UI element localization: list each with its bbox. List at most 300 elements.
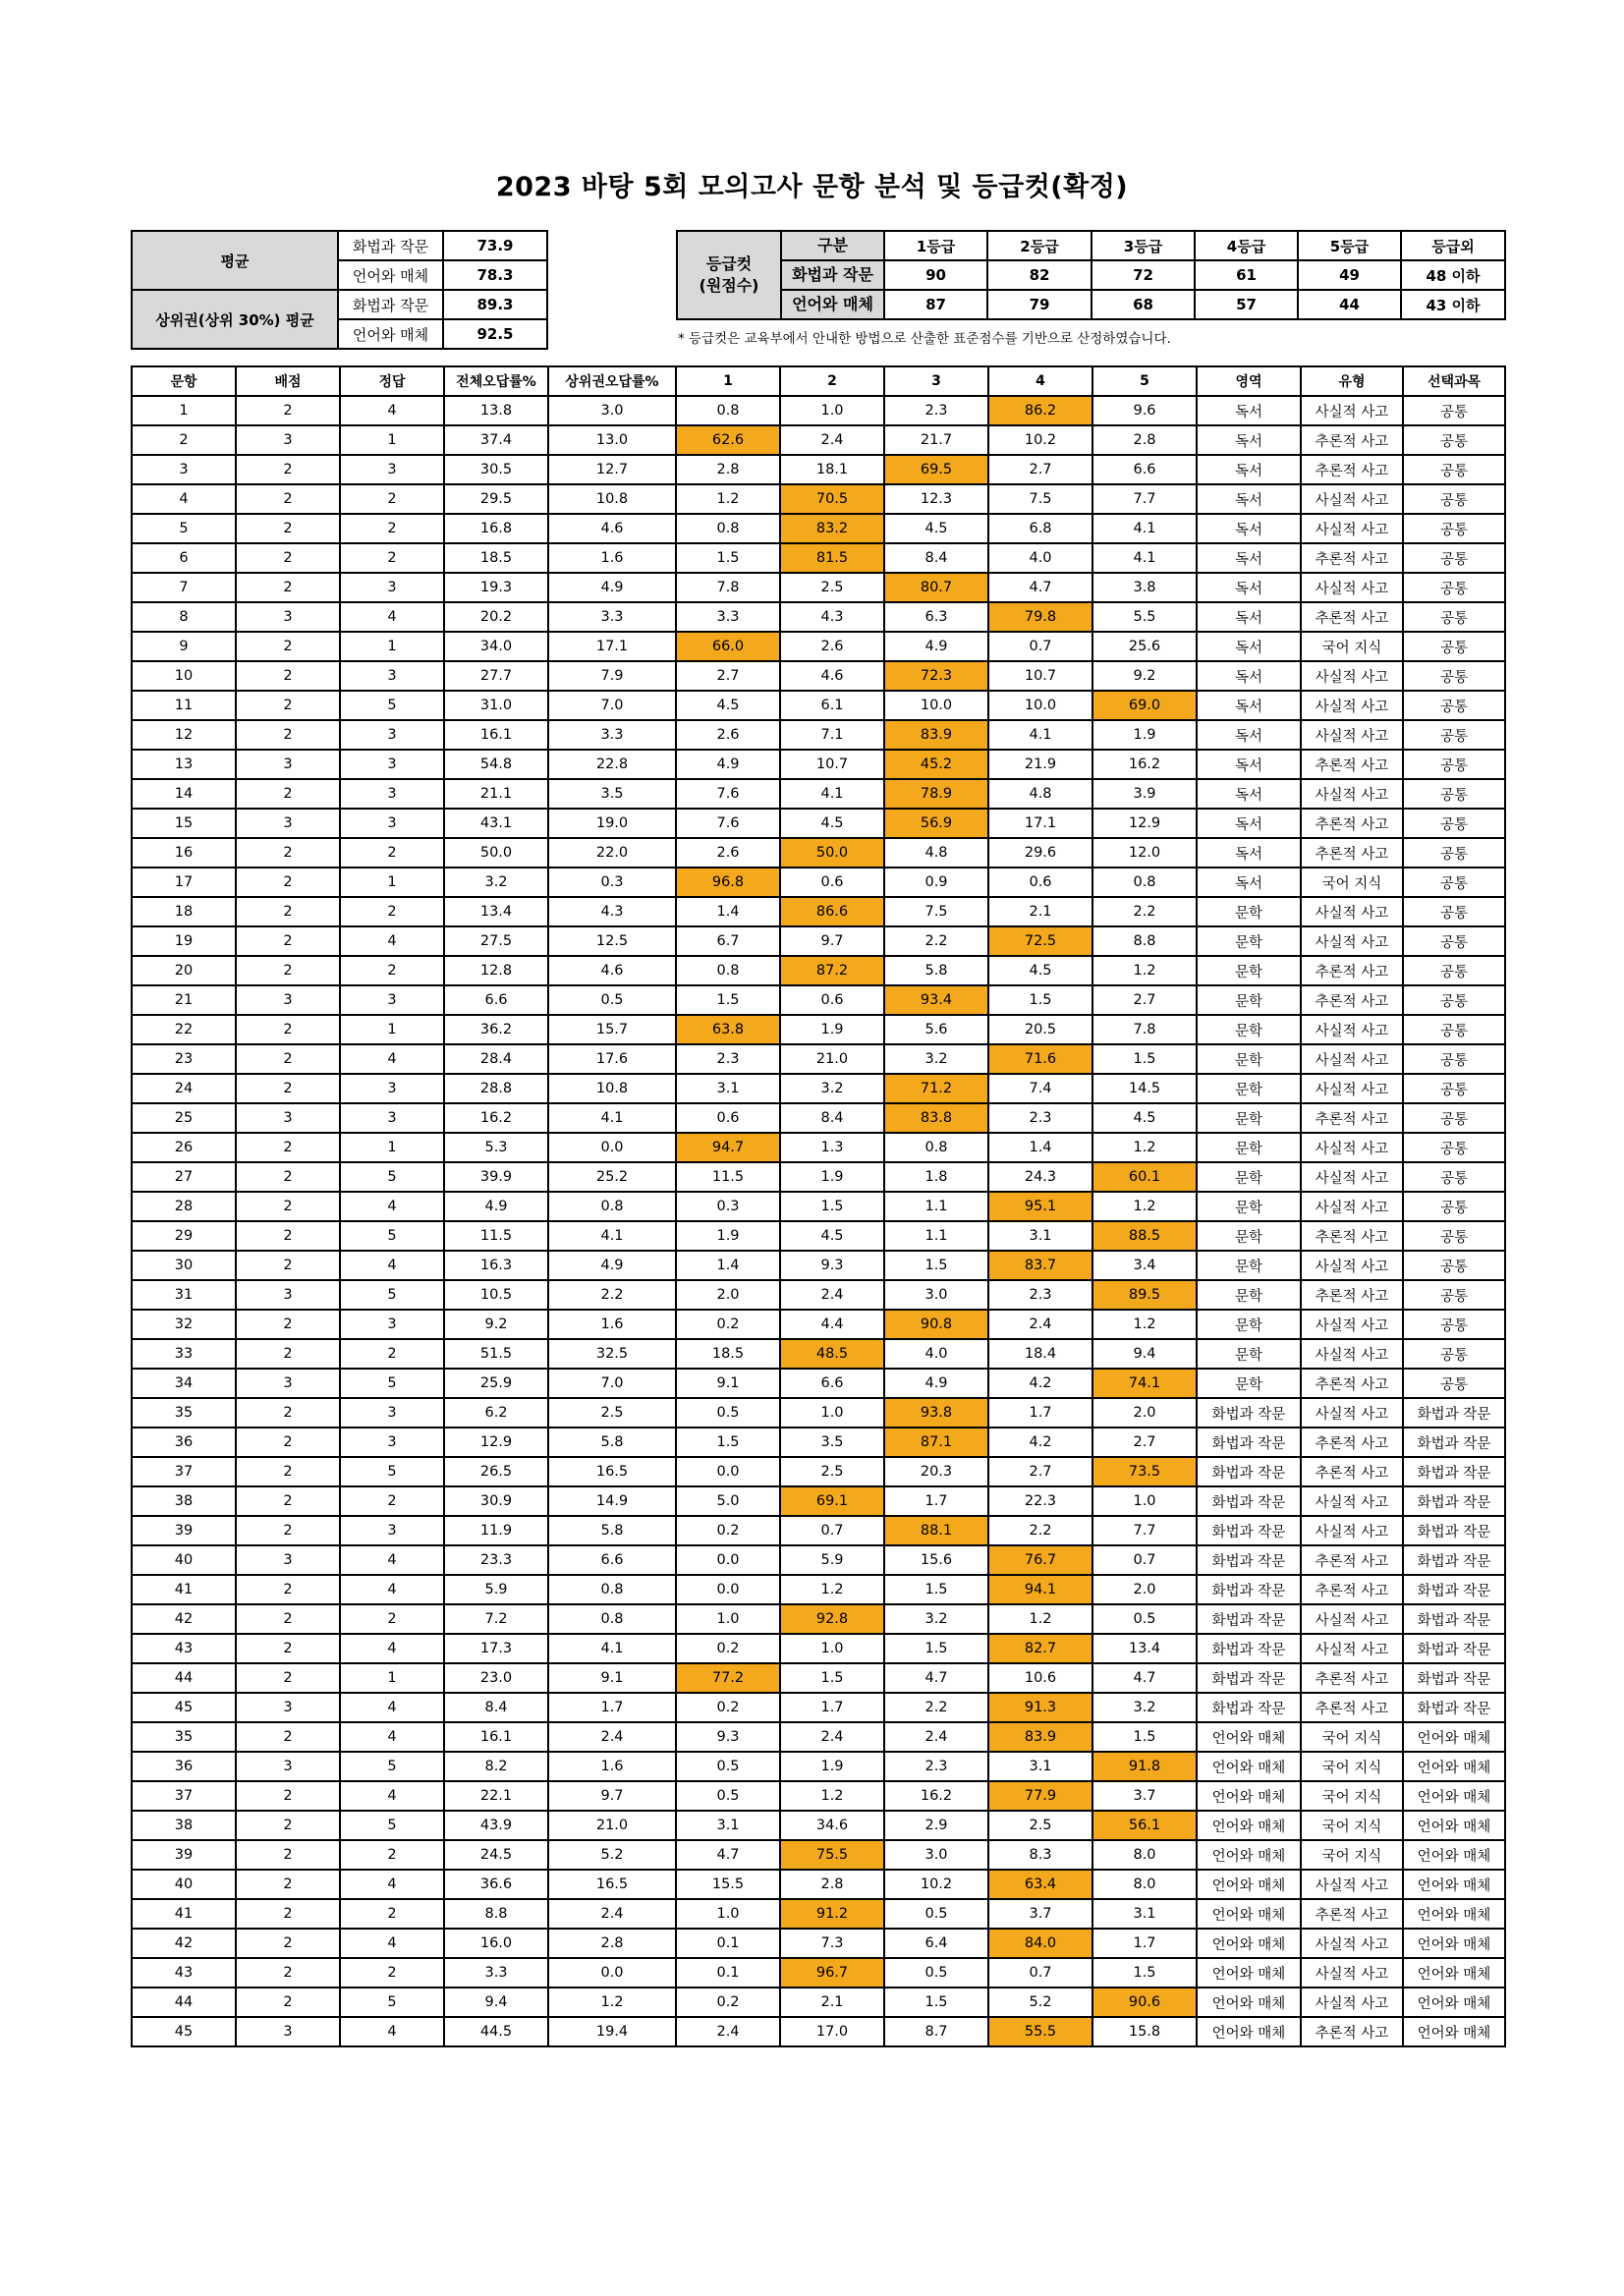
table-row bbox=[132, 1428, 1505, 1457]
choice-2-rate-cell: 4.4 bbox=[780, 1310, 884, 1339]
area-cell: 독서 bbox=[1197, 425, 1301, 455]
choice-1-rate-cell: 18.5 bbox=[676, 1339, 780, 1369]
grade-cut-label bbox=[677, 231, 781, 319]
choice-1-rate-cell: 15.5 bbox=[676, 1870, 780, 1899]
area-cell: 문학 bbox=[1197, 926, 1301, 956]
header-elective: 선택과목 bbox=[1403, 366, 1505, 396]
table-row bbox=[132, 1663, 1505, 1693]
cut-subject-cell: 화법과 작문 bbox=[781, 260, 884, 290]
elective-cell: 화법과 작문 bbox=[1403, 1486, 1505, 1516]
total-error-rate-cell: 12.8 bbox=[444, 956, 548, 985]
choice-1-rate-cell: 0.8 bbox=[676, 514, 780, 543]
choice-5-rate-cell: 12.0 bbox=[1092, 838, 1197, 868]
item-no-cell: 9 bbox=[132, 632, 236, 661]
choice-5-rate-cell: 3.4 bbox=[1092, 1251, 1197, 1280]
points-cell: 2 bbox=[236, 1575, 340, 1604]
elective-cell: 언어와 매체 bbox=[1403, 1958, 1505, 1988]
choice-4-rate-cell: 95.1 bbox=[988, 1192, 1092, 1221]
type-cell: 추론적 사고 bbox=[1301, 809, 1403, 838]
area-cell: 언어와 매체 bbox=[1197, 1899, 1301, 1929]
choice-3-rate-cell: 4.5 bbox=[884, 514, 988, 543]
type-cell: 추론적 사고 bbox=[1301, 1575, 1403, 1604]
choice-2-rate-cell: 2.8 bbox=[780, 1870, 884, 1899]
area-cell: 문학 bbox=[1197, 1074, 1301, 1103]
choice-5-rate-cell: 1.0 bbox=[1092, 1486, 1197, 1516]
points-cell: 2 bbox=[236, 484, 340, 514]
elective-cell: 공통 bbox=[1403, 985, 1505, 1015]
choice-1-rate-cell: 0.2 bbox=[676, 1310, 780, 1339]
elective-cell: 공통 bbox=[1403, 1015, 1505, 1044]
choice-4-rate-cell: 4.5 bbox=[988, 956, 1092, 985]
elective-cell: 공통 bbox=[1403, 543, 1505, 573]
top-error-rate-cell: 2.4 bbox=[548, 1722, 676, 1752]
choice-2-rate-cell: 10.7 bbox=[780, 750, 884, 779]
elective-cell: 화법과 작문 bbox=[1403, 1693, 1505, 1722]
answer-cell: 1 bbox=[340, 868, 444, 897]
choice-3-rate-cell: 3.2 bbox=[884, 1044, 988, 1074]
header-choice-1: 1 bbox=[676, 366, 780, 396]
area-cell: 화법과 작문 bbox=[1197, 1545, 1301, 1575]
choice-2-rate-cell: 7.3 bbox=[780, 1929, 884, 1958]
summary-value: 89.3 bbox=[443, 290, 547, 319]
table-row bbox=[132, 602, 1505, 632]
elective-cell: 공통 bbox=[1403, 897, 1505, 926]
header-answer: 정답 bbox=[340, 366, 444, 396]
item-no-cell: 5 bbox=[132, 514, 236, 543]
choice-4-rate-cell: 20.5 bbox=[988, 1015, 1092, 1044]
summary-value: 73.9 bbox=[443, 231, 547, 260]
item-no-cell: 14 bbox=[132, 779, 236, 809]
choice-2-rate-cell: 0.6 bbox=[780, 985, 884, 1015]
elective-cell: 언어와 매체 bbox=[1403, 1929, 1505, 1958]
item-no-cell: 29 bbox=[132, 1221, 236, 1251]
type-cell: 추론적 사고 bbox=[1301, 1369, 1403, 1398]
top-error-rate-cell: 3.5 bbox=[548, 779, 676, 809]
choice-4-rate-cell: 4.2 bbox=[988, 1428, 1092, 1457]
type-cell: 추론적 사고 bbox=[1301, 1221, 1403, 1251]
area-cell: 독서 bbox=[1197, 602, 1301, 632]
item-no-cell: 43 bbox=[132, 1634, 236, 1663]
top-error-rate-cell: 14.9 bbox=[548, 1486, 676, 1516]
elective-cell: 공통 bbox=[1403, 1251, 1505, 1280]
points-cell: 3 bbox=[236, 750, 340, 779]
answer-cell: 5 bbox=[340, 1369, 444, 1398]
cut-value-cell: 79 bbox=[987, 290, 1092, 319]
header-points: 배점 bbox=[236, 366, 340, 396]
points-cell: 2 bbox=[236, 543, 340, 573]
item-no-cell: 17 bbox=[132, 868, 236, 897]
item-no-cell: 34 bbox=[132, 1369, 236, 1398]
choice-4-rate-cell: 2.7 bbox=[988, 455, 1092, 484]
points-cell: 2 bbox=[236, 897, 340, 926]
top-error-rate-cell: 3.0 bbox=[548, 396, 676, 425]
total-error-rate-cell: 11.9 bbox=[444, 1516, 548, 1545]
choice-4-rate-cell: 91.3 bbox=[988, 1693, 1092, 1722]
area-cell: 문학 bbox=[1197, 1339, 1301, 1369]
elective-cell: 언어와 매체 bbox=[1403, 1840, 1505, 1870]
answer-cell: 5 bbox=[340, 1221, 444, 1251]
answer-cell: 1 bbox=[340, 1015, 444, 1044]
item-no-cell: 18 bbox=[132, 897, 236, 926]
choice-4-rate-cell: 77.9 bbox=[988, 1781, 1092, 1811]
points-cell: 2 bbox=[236, 1516, 340, 1545]
top-error-rate-cell: 32.5 bbox=[548, 1339, 676, 1369]
answer-cell: 3 bbox=[340, 750, 444, 779]
table-row bbox=[132, 956, 1505, 985]
choice-2-rate-cell: 6.1 bbox=[780, 691, 884, 720]
choice-1-rate-cell: 3.1 bbox=[676, 1074, 780, 1103]
answer-cell: 2 bbox=[340, 897, 444, 926]
answer-cell: 5 bbox=[340, 1811, 444, 1840]
total-error-rate-cell: 18.5 bbox=[444, 543, 548, 573]
table-row bbox=[132, 1103, 1505, 1133]
choice-4-rate-cell: 10.2 bbox=[988, 425, 1092, 455]
total-error-rate-cell: 13.8 bbox=[444, 396, 548, 425]
type-cell: 추론적 사고 bbox=[1301, 1693, 1403, 1722]
choice-4-rate-cell: 1.7 bbox=[988, 1398, 1092, 1428]
choice-3-rate-cell: 3.2 bbox=[884, 1604, 988, 1634]
points-cell: 3 bbox=[236, 1103, 340, 1133]
choice-5-rate-cell: 4.5 bbox=[1092, 1103, 1197, 1133]
total-error-rate-cell: 7.2 bbox=[444, 1604, 548, 1634]
choice-4-rate-cell: 72.5 bbox=[988, 926, 1092, 956]
choice-4-rate-cell: 4.0 bbox=[988, 543, 1092, 573]
top-error-rate-cell: 2.2 bbox=[548, 1280, 676, 1310]
table-row bbox=[132, 1545, 1505, 1575]
item-no-cell: 42 bbox=[132, 1929, 236, 1958]
type-cell: 사실적 사고 bbox=[1301, 1339, 1403, 1369]
top-error-rate-cell: 0.0 bbox=[548, 1133, 676, 1162]
choice-2-rate-cell: 7.1 bbox=[780, 720, 884, 750]
area-cell: 문학 bbox=[1197, 1133, 1301, 1162]
item-no-cell: 44 bbox=[132, 1663, 236, 1693]
choice-5-rate-cell: 74.1 bbox=[1092, 1369, 1197, 1398]
cut-value-cell: 61 bbox=[1195, 260, 1298, 290]
choice-2-rate-cell: 0.7 bbox=[780, 1516, 884, 1545]
item-no-cell: 10 bbox=[132, 661, 236, 691]
area-cell: 독서 bbox=[1197, 691, 1301, 720]
points-cell: 3 bbox=[236, 602, 340, 632]
item-no-cell: 1 bbox=[132, 396, 236, 425]
choice-5-rate-cell: 2.2 bbox=[1092, 897, 1197, 926]
type-cell: 사실적 사고 bbox=[1301, 1251, 1403, 1280]
area-cell: 언어와 매체 bbox=[1197, 1929, 1301, 1958]
item-no-cell: 16 bbox=[132, 838, 236, 868]
area-cell: 화법과 작문 bbox=[1197, 1693, 1301, 1722]
choice-4-rate-cell: 4.1 bbox=[988, 720, 1092, 750]
top-error-rate-cell: 0.5 bbox=[548, 985, 676, 1015]
item-no-cell: 7 bbox=[132, 573, 236, 602]
type-cell: 추론적 사고 bbox=[1301, 1457, 1403, 1486]
item-no-cell: 25 bbox=[132, 1103, 236, 1133]
top-error-rate-cell: 0.3 bbox=[548, 868, 676, 897]
choice-4-rate-cell: 1.4 bbox=[988, 1133, 1092, 1162]
type-cell: 추론적 사고 bbox=[1301, 1663, 1403, 1693]
choice-5-rate-cell: 1.5 bbox=[1092, 1958, 1197, 1988]
choice-4-rate-cell: 8.3 bbox=[988, 1840, 1092, 1870]
total-error-rate-cell: 23.0 bbox=[444, 1663, 548, 1693]
top-error-rate-cell: 12.5 bbox=[548, 926, 676, 956]
choice-5-rate-cell: 3.1 bbox=[1092, 1899, 1197, 1929]
choice-4-rate-cell: 4.8 bbox=[988, 779, 1092, 809]
cut-header-cell: 2등급 bbox=[987, 231, 1092, 260]
cut-value-cell: 57 bbox=[1195, 290, 1298, 319]
total-error-rate-cell: 44.5 bbox=[444, 2017, 548, 2046]
table-row bbox=[132, 573, 1505, 602]
table-row bbox=[132, 396, 1505, 425]
table-row bbox=[132, 838, 1505, 868]
choice-1-rate-cell: 2.6 bbox=[676, 838, 780, 868]
choice-2-rate-cell: 18.1 bbox=[780, 455, 884, 484]
choice-1-rate-cell: 7.8 bbox=[676, 573, 780, 602]
table-row bbox=[132, 1280, 1505, 1310]
type-cell: 추론적 사고 bbox=[1301, 1280, 1403, 1310]
choice-2-rate-cell: 4.6 bbox=[780, 661, 884, 691]
area-cell: 문학 bbox=[1197, 1103, 1301, 1133]
choice-1-rate-cell: 0.5 bbox=[676, 1781, 780, 1811]
answer-cell: 2 bbox=[340, 1958, 444, 1988]
area-cell: 화법과 작문 bbox=[1197, 1457, 1301, 1486]
choice-1-rate-cell: 6.7 bbox=[676, 926, 780, 956]
type-cell: 국어 지식 bbox=[1301, 1840, 1403, 1870]
answer-cell: 5 bbox=[340, 1457, 444, 1486]
total-error-rate-cell: 36.6 bbox=[444, 1870, 548, 1899]
area-cell: 독서 bbox=[1197, 543, 1301, 573]
answer-cell: 4 bbox=[340, 1251, 444, 1280]
choice-5-rate-cell: 4.1 bbox=[1092, 543, 1197, 573]
top-error-rate-cell: 22.0 bbox=[548, 838, 676, 868]
cut-value-cell: 90 bbox=[884, 260, 987, 290]
table-row bbox=[132, 1162, 1505, 1192]
choice-1-rate-cell: 0.8 bbox=[676, 956, 780, 985]
total-error-rate-cell: 39.9 bbox=[444, 1162, 548, 1192]
choice-2-rate-cell: 86.6 bbox=[780, 897, 884, 926]
table-row bbox=[132, 632, 1505, 661]
points-cell: 2 bbox=[236, 1840, 340, 1870]
answer-cell: 4 bbox=[340, 1634, 444, 1663]
choice-5-rate-cell: 3.9 bbox=[1092, 779, 1197, 809]
choice-4-rate-cell: 6.8 bbox=[988, 514, 1092, 543]
area-cell: 화법과 작문 bbox=[1197, 1663, 1301, 1693]
answer-cell: 1 bbox=[340, 632, 444, 661]
answer-cell: 4 bbox=[340, 1545, 444, 1575]
top-error-rate-cell: 3.3 bbox=[548, 720, 676, 750]
type-cell: 국어 지식 bbox=[1301, 1811, 1403, 1840]
table-row bbox=[132, 1929, 1505, 1958]
area-cell: 문학 bbox=[1197, 1192, 1301, 1221]
choice-4-rate-cell: 1.2 bbox=[988, 1604, 1092, 1634]
choice-1-rate-cell: 0.3 bbox=[676, 1192, 780, 1221]
points-cell: 2 bbox=[236, 1486, 340, 1516]
choice-5-rate-cell: 6.6 bbox=[1092, 455, 1197, 484]
choice-1-rate-cell: 2.3 bbox=[676, 1044, 780, 1074]
item-no-cell: 21 bbox=[132, 985, 236, 1015]
total-error-rate-cell: 28.4 bbox=[444, 1044, 548, 1074]
choice-4-rate-cell: 24.3 bbox=[988, 1162, 1092, 1192]
type-cell: 사실적 사고 bbox=[1301, 1310, 1403, 1339]
top-error-rate-cell: 12.7 bbox=[548, 455, 676, 484]
choice-1-rate-cell: 1.5 bbox=[676, 985, 780, 1015]
table-row bbox=[132, 1693, 1505, 1722]
total-error-rate-cell: 3.2 bbox=[444, 868, 548, 897]
points-cell: 2 bbox=[236, 1044, 340, 1074]
points-cell: 2 bbox=[236, 1604, 340, 1634]
choice-4-rate-cell: 21.9 bbox=[988, 750, 1092, 779]
choice-2-rate-cell: 2.4 bbox=[780, 1280, 884, 1310]
top-error-rate-cell: 15.7 bbox=[548, 1015, 676, 1044]
type-cell: 사실적 사고 bbox=[1301, 1988, 1403, 2017]
item-no-cell: 40 bbox=[132, 1545, 236, 1575]
points-cell: 2 bbox=[236, 1192, 340, 1221]
cut-value-cell: 68 bbox=[1092, 290, 1195, 319]
table-row bbox=[132, 691, 1505, 720]
table-row bbox=[132, 484, 1505, 514]
top-error-rate-cell: 10.8 bbox=[548, 484, 676, 514]
total-error-rate-cell: 30.9 bbox=[444, 1486, 548, 1516]
area-cell: 화법과 작문 bbox=[1197, 1516, 1301, 1545]
choice-1-rate-cell: 77.2 bbox=[676, 1663, 780, 1693]
choice-2-rate-cell: 17.0 bbox=[780, 2017, 884, 2046]
elective-cell: 공통 bbox=[1403, 779, 1505, 809]
top-error-rate-cell: 19.0 bbox=[548, 809, 676, 838]
elective-cell: 언어와 매체 bbox=[1403, 2017, 1505, 2046]
points-cell: 2 bbox=[236, 573, 340, 602]
points-cell: 2 bbox=[236, 1457, 340, 1486]
answer-cell: 4 bbox=[340, 926, 444, 956]
choice-3-rate-cell: 3.0 bbox=[884, 1840, 988, 1870]
choice-2-rate-cell: 9.3 bbox=[780, 1251, 884, 1280]
top-error-rate-cell: 4.6 bbox=[548, 956, 676, 985]
area-cell: 독서 bbox=[1197, 396, 1301, 425]
choice-4-rate-cell: 1.5 bbox=[988, 985, 1092, 1015]
points-cell: 2 bbox=[236, 1015, 340, 1044]
choice-5-rate-cell: 0.7 bbox=[1092, 1545, 1197, 1575]
choice-3-rate-cell: 45.2 bbox=[884, 750, 988, 779]
item-no-cell: 2 bbox=[132, 425, 236, 455]
top-error-rate-cell: 7.0 bbox=[548, 1369, 676, 1398]
item-no-cell: 41 bbox=[132, 1899, 236, 1929]
total-error-rate-cell: 16.3 bbox=[444, 1251, 548, 1280]
choice-4-rate-cell: 5.2 bbox=[988, 1988, 1092, 2017]
total-error-rate-cell: 5.3 bbox=[444, 1133, 548, 1162]
table-row bbox=[132, 779, 1505, 809]
choice-5-rate-cell: 3.8 bbox=[1092, 573, 1197, 602]
summary-value: 92.5 bbox=[443, 319, 547, 349]
area-cell: 문학 bbox=[1197, 1015, 1301, 1044]
type-cell: 사실적 사고 bbox=[1301, 1162, 1403, 1192]
item-analysis-table bbox=[131, 365, 1506, 2047]
table-row bbox=[132, 1221, 1505, 1251]
choice-3-rate-cell: 2.3 bbox=[884, 1752, 988, 1781]
cut-subject-cell: 언어와 매체 bbox=[781, 290, 884, 319]
choice-5-rate-cell: 1.2 bbox=[1092, 1310, 1197, 1339]
type-cell: 사실적 사고 bbox=[1301, 661, 1403, 691]
total-error-rate-cell: 26.5 bbox=[444, 1457, 548, 1486]
table-row bbox=[132, 1398, 1505, 1428]
choice-3-rate-cell: 0.9 bbox=[884, 868, 988, 897]
item-no-cell: 3 bbox=[132, 455, 236, 484]
type-cell: 추론적 사고 bbox=[1301, 455, 1403, 484]
choice-3-rate-cell: 83.8 bbox=[884, 1103, 988, 1133]
top-error-rate-cell: 0.8 bbox=[548, 1192, 676, 1221]
elective-cell: 공통 bbox=[1403, 750, 1505, 779]
type-cell: 사실적 사고 bbox=[1301, 897, 1403, 926]
points-cell: 3 bbox=[236, 425, 340, 455]
item-no-cell: 13 bbox=[132, 750, 236, 779]
item-no-cell: 36 bbox=[132, 1428, 236, 1457]
table-row bbox=[132, 425, 1505, 455]
choice-3-rate-cell: 8.7 bbox=[884, 2017, 988, 2046]
choice-2-rate-cell: 2.5 bbox=[780, 1457, 884, 1486]
type-cell: 사실적 사고 bbox=[1301, 1015, 1403, 1044]
points-cell: 2 bbox=[236, 1988, 340, 2017]
area-cell: 언어와 매체 bbox=[1197, 2017, 1301, 2046]
item-no-cell: 4 bbox=[132, 484, 236, 514]
points-cell: 2 bbox=[236, 838, 340, 868]
table-row bbox=[132, 1634, 1505, 1663]
total-error-rate-cell: 19.3 bbox=[444, 573, 548, 602]
choice-1-rate-cell: 1.4 bbox=[676, 897, 780, 926]
answer-cell: 4 bbox=[340, 2017, 444, 2046]
elective-cell: 언어와 매체 bbox=[1403, 1781, 1505, 1811]
total-error-rate-cell: 24.5 bbox=[444, 1840, 548, 1870]
area-cell: 독서 bbox=[1197, 484, 1301, 514]
cut-value-cell: 72 bbox=[1092, 260, 1195, 290]
points-cell: 2 bbox=[236, 926, 340, 956]
table-row bbox=[132, 926, 1505, 956]
elective-cell: 공통 bbox=[1403, 455, 1505, 484]
type-cell: 사실적 사고 bbox=[1301, 1133, 1403, 1162]
table-row bbox=[132, 750, 1505, 779]
choice-3-rate-cell: 2.3 bbox=[884, 396, 988, 425]
points-cell: 2 bbox=[236, 1398, 340, 1428]
area-cell: 문학 bbox=[1197, 897, 1301, 926]
points-cell: 2 bbox=[236, 1781, 340, 1811]
type-cell: 국어 지식 bbox=[1301, 1752, 1403, 1781]
type-cell: 국어 지식 bbox=[1301, 632, 1403, 661]
top-error-rate-cell: 1.2 bbox=[548, 1988, 676, 2017]
total-error-rate-cell: 27.5 bbox=[444, 926, 548, 956]
choice-1-rate-cell: 1.2 bbox=[676, 484, 780, 514]
item-no-cell: 23 bbox=[132, 1044, 236, 1074]
top-error-rate-cell: 5.8 bbox=[548, 1516, 676, 1545]
table-row bbox=[132, 543, 1505, 573]
points-cell: 2 bbox=[236, 632, 340, 661]
choice-4-rate-cell: 3.1 bbox=[988, 1752, 1092, 1781]
top-error-rate-cell: 22.8 bbox=[548, 750, 676, 779]
area-cell: 언어와 매체 bbox=[1197, 1958, 1301, 1988]
choice-3-rate-cell: 2.4 bbox=[884, 1722, 988, 1752]
elective-cell: 공통 bbox=[1403, 1192, 1505, 1221]
points-cell: 2 bbox=[236, 1899, 340, 1929]
table-row bbox=[132, 1310, 1505, 1339]
total-error-rate-cell: 43.1 bbox=[444, 809, 548, 838]
choice-4-rate-cell: 3.7 bbox=[988, 1899, 1092, 1929]
top-error-rate-cell: 9.7 bbox=[548, 1781, 676, 1811]
choice-5-rate-cell: 12.9 bbox=[1092, 809, 1197, 838]
top-error-rate-cell: 1.6 bbox=[548, 543, 676, 573]
elective-cell: 공통 bbox=[1403, 691, 1505, 720]
points-cell: 2 bbox=[236, 661, 340, 691]
top-error-rate-cell: 6.6 bbox=[548, 1545, 676, 1575]
area-cell: 문학 bbox=[1197, 1251, 1301, 1280]
choice-4-rate-cell: 22.3 bbox=[988, 1486, 1092, 1516]
item-no-cell: 35 bbox=[132, 1398, 236, 1428]
choice-2-rate-cell: 4.1 bbox=[780, 779, 884, 809]
table-row bbox=[132, 1044, 1505, 1074]
header-choice-4: 4 bbox=[988, 366, 1092, 396]
choice-3-rate-cell: 1.8 bbox=[884, 1162, 988, 1192]
